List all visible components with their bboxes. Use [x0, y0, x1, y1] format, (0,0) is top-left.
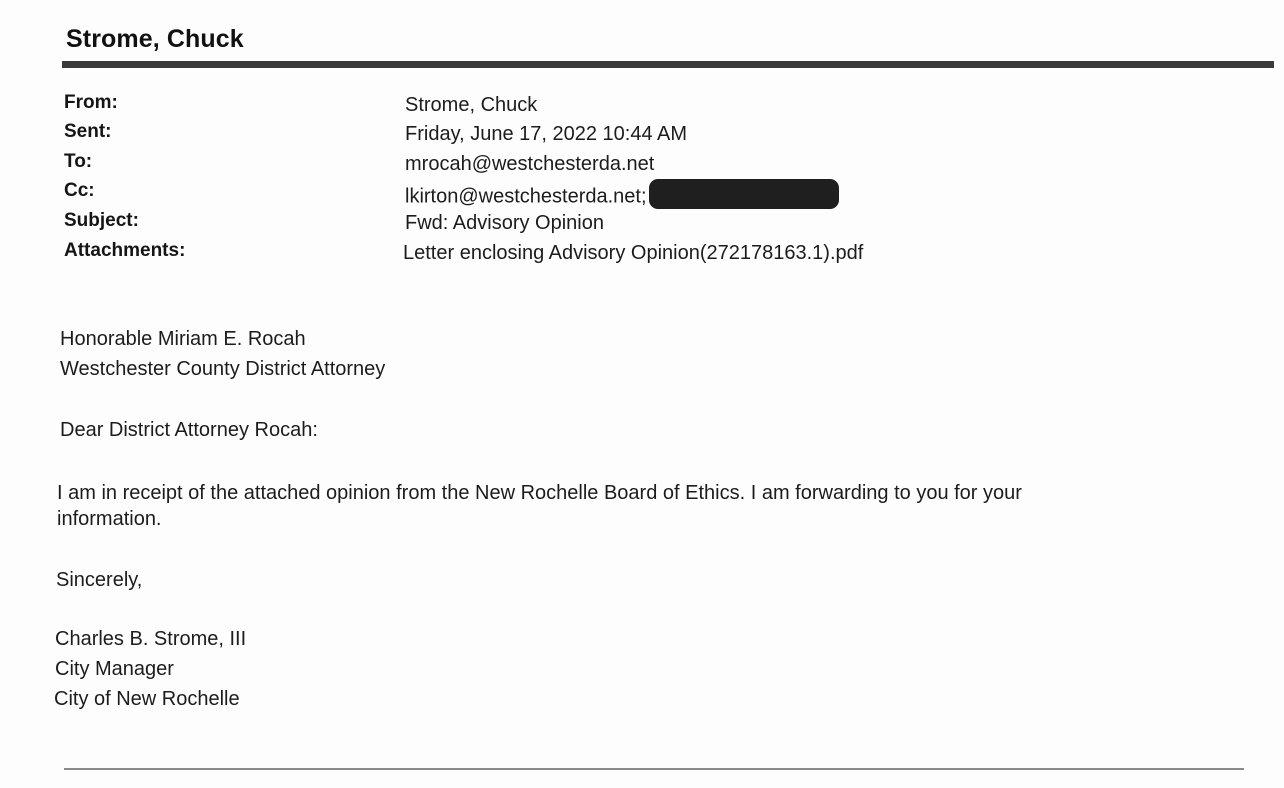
attachments-label: Attachments: [64, 240, 186, 261]
to-label: To: [64, 151, 93, 172]
body-paragraph-line-1: I am in receipt of the attached opinion from the New Rochelle Board of Ethics. I am forwarding to you for your [57, 482, 1022, 504]
sent-value: Friday, June 17, 2022 10:44 AM [405, 123, 688, 145]
signature-name: Charles B. Strome, III [55, 628, 247, 650]
recipient-title: Westchester County District Attorney [60, 358, 386, 380]
to-value: mrocah@westchesterda.net [405, 153, 655, 175]
subject-label: Subject: [64, 210, 139, 231]
cc-value: lkirton@westchesterda.net; [405, 185, 647, 208]
sent-label: Sent: [64, 121, 112, 142]
bottom-divider [64, 768, 1244, 770]
closing: Sincerely, [56, 569, 143, 591]
heading-divider [62, 61, 1274, 68]
signature-title: City Manager [55, 658, 174, 680]
salutation: Dear District Attorney Rocah: [60, 419, 318, 441]
body-paragraph-line-2: information. [57, 508, 162, 530]
subject-value: Fwd: Advisory Opinion [405, 212, 604, 234]
cc-label: Cc: [64, 180, 95, 201]
sender-heading: Strome, Chuck [66, 25, 244, 53]
cc-field [405, 182, 839, 212]
from-value: Strome, Chuck [405, 94, 538, 116]
attachment-filename: Letter enclosing Advisory Opinion(272178163.1).pdf [403, 242, 864, 264]
from-label: From: [64, 92, 118, 113]
redaction-mark [649, 179, 839, 209]
signature-organization: City of New Rochelle [54, 688, 240, 710]
recipient-name: Honorable Miriam E. Rocah [60, 328, 306, 350]
